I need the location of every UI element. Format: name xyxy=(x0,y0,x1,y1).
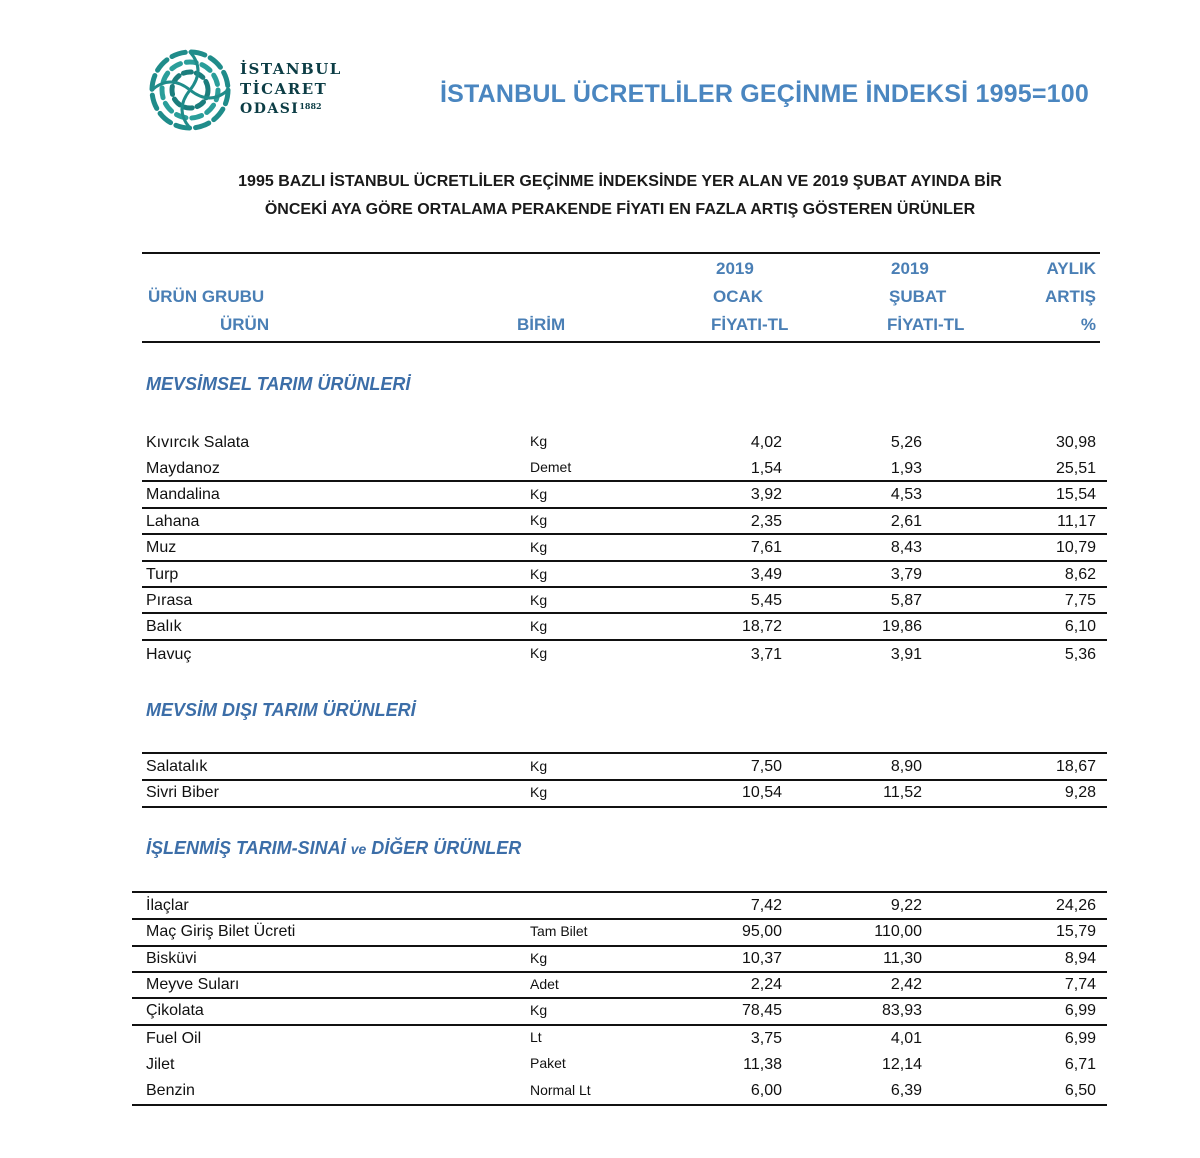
product-unit: Kg xyxy=(530,784,548,800)
product-name: Turp xyxy=(146,566,179,583)
price-feb: 83,93 xyxy=(881,1002,922,1019)
pct-change: 5,36 xyxy=(1064,646,1096,663)
header-jan-month: OCAK xyxy=(713,287,764,306)
product-unit: Demet xyxy=(530,459,572,475)
pct-change: 6,50 xyxy=(1064,1082,1096,1099)
price-jan: 4,02 xyxy=(750,434,782,451)
header-feb-year: 2019 xyxy=(891,259,929,278)
header-pct-unit: % xyxy=(1080,315,1096,334)
row-rule xyxy=(132,945,1107,947)
price-feb: 11,30 xyxy=(883,950,922,967)
product-name: Meyve Suları xyxy=(146,976,240,993)
price-jan: 5,45 xyxy=(750,592,782,609)
price-jan: 7,61 xyxy=(750,539,782,556)
row-rule xyxy=(132,997,1107,999)
price-jan: 2,35 xyxy=(750,513,782,530)
product-name: İlaçlar xyxy=(146,897,189,914)
price-jan: 11,38 xyxy=(743,1056,782,1073)
row-rule xyxy=(142,507,1107,509)
logo-line-3-text: ODASI xyxy=(240,101,300,117)
price-jan: 1,54 xyxy=(750,460,782,477)
row-rule xyxy=(142,612,1107,614)
subtitle-line-2: ÖNCEKİ AYA GÖRE ORTALAMA PERAKENDE FİYATI EN FAZLA ARTIŞ GÖSTEREN ÜRÜNLER xyxy=(264,201,976,218)
product-unit: Kg xyxy=(530,592,548,608)
product-name: Mandalina xyxy=(146,486,220,503)
product-unit: Lt xyxy=(530,1029,542,1045)
product-unit: Tam Bilet xyxy=(530,923,588,939)
pct-change: 6,71 xyxy=(1064,1056,1096,1073)
price-feb: 6,39 xyxy=(890,1082,922,1099)
product-unit: Kg xyxy=(530,512,548,528)
row-rule xyxy=(142,480,1107,482)
pct-change: 7,74 xyxy=(1064,976,1096,993)
header-unit: BİRİM xyxy=(517,315,566,334)
pct-change: 6,99 xyxy=(1064,1030,1096,1047)
pct-change: 8,94 xyxy=(1064,950,1096,967)
header-pct-label: AYLIK xyxy=(1046,259,1096,278)
pct-change: 11,17 xyxy=(1057,513,1096,530)
price-feb: 2,61 xyxy=(890,513,922,530)
section-title-part-a: İŞLENMİŞ TARIM-SINAİ xyxy=(146,838,346,858)
price-jan: 10,37 xyxy=(741,950,782,967)
row-rule xyxy=(132,918,1107,920)
product-name: Maç Giriş Bilet Ücreti xyxy=(146,923,296,940)
row-rule xyxy=(132,891,1107,893)
product-unit: Kg xyxy=(530,758,548,774)
logo-line-1: İSTANBUL xyxy=(240,60,342,78)
pct-change: 7,75 xyxy=(1064,592,1096,609)
section-title-part-c: DİĞER ÜRÜNLER xyxy=(371,838,522,858)
price-feb: 8,43 xyxy=(890,539,922,556)
header-bottom-rule xyxy=(142,341,1100,343)
pct-change: 8,62 xyxy=(1064,566,1096,583)
row-rule xyxy=(142,806,1107,808)
product-unit: Normal Lt xyxy=(530,1082,591,1098)
pct-change: 6,10 xyxy=(1064,618,1096,635)
section-title-seasonal: MEVSİMSEL TARIM ÜRÜNLERİ xyxy=(146,374,411,394)
pct-change: 10,79 xyxy=(1055,539,1096,556)
header-top-rule xyxy=(142,252,1100,254)
row-rule xyxy=(132,1024,1107,1026)
logo-mark: 1882 xyxy=(299,101,322,111)
pct-change: 6,99 xyxy=(1064,1002,1096,1019)
price-feb: 2,42 xyxy=(890,976,922,993)
product-unit: Kg xyxy=(530,539,548,555)
price-jan: 95,00 xyxy=(741,923,782,940)
pct-change: 25,51 xyxy=(1055,460,1096,477)
price-jan: 3,71 xyxy=(750,646,782,663)
row-rule xyxy=(142,560,1107,562)
price-feb: 3,91 xyxy=(890,646,922,663)
header-product: ÜRÜN xyxy=(220,315,270,334)
price-jan: 78,45 xyxy=(741,1002,782,1019)
document-subtitle xyxy=(140,168,1100,224)
row-rule xyxy=(142,752,1107,754)
product-unit: Paket xyxy=(530,1055,566,1071)
product-unit: Kg xyxy=(530,486,548,502)
product-name: Çikolata xyxy=(146,1002,204,1019)
ito-logo xyxy=(146,46,356,136)
price-jan: 7,42 xyxy=(750,897,782,914)
price-jan: 3,75 xyxy=(750,1030,782,1047)
section-title-processed xyxy=(146,838,521,859)
page-title: İSTANBUL ÜCRETLİLER GEÇİNME İNDEKSİ 1995=100 xyxy=(440,80,1089,108)
product-unit: Kg xyxy=(530,645,548,661)
header-pct-change: ARTIŞ xyxy=(1045,287,1096,306)
product-name: Kıvırcık Salata xyxy=(146,434,250,451)
product-name: Havuç xyxy=(146,646,192,663)
logo-line-3 xyxy=(240,102,322,116)
price-feb: 4,01 xyxy=(890,1030,922,1047)
price-feb: 1,93 xyxy=(890,460,922,477)
product-name: Muz xyxy=(146,539,177,556)
product-unit: Kg xyxy=(530,1002,548,1018)
price-jan: 6,00 xyxy=(750,1082,782,1099)
price-feb: 5,26 xyxy=(890,434,922,451)
row-rule xyxy=(142,779,1107,781)
price-feb: 4,53 xyxy=(890,486,922,503)
subtitle-line-1: 1995 BAZLI İSTANBUL ÜCRETLİLER GEÇİNME İNDEKSİNDE YER ALAN VE 2019 ŞUBAT AYINDA BİR xyxy=(238,173,1002,190)
header-group: ÜRÜN GRUBU xyxy=(148,287,265,306)
pct-change: 24,26 xyxy=(1055,897,1096,914)
product-unit: Adet xyxy=(530,976,559,992)
price-feb: 9,22 xyxy=(890,897,922,914)
pct-change: 15,54 xyxy=(1055,486,1096,503)
logo-line-2: TİCARET xyxy=(240,80,328,98)
price-jan: 3,92 xyxy=(750,486,782,503)
product-name: Fuel Oil xyxy=(146,1030,202,1047)
ito-knot-logo-icon xyxy=(146,46,234,134)
product-name: Salatalık xyxy=(146,758,208,775)
row-rule xyxy=(142,586,1107,588)
price-jan: 2,24 xyxy=(750,976,782,993)
section-title-off-season: MEVSİM DIŞI TARIM ÜRÜNLERİ xyxy=(146,700,416,720)
product-name: Sivri Biber xyxy=(146,784,219,801)
row-rule xyxy=(142,639,1107,641)
product-name: Pırasa xyxy=(146,592,193,609)
row-rule xyxy=(142,533,1107,535)
product-unit: Kg xyxy=(530,618,548,634)
product-name: Benzin xyxy=(146,1082,195,1099)
product-name: Jilet xyxy=(146,1056,175,1073)
price-jan: 10,54 xyxy=(741,784,782,801)
product-unit: Kg xyxy=(530,433,548,449)
product-name: Lahana xyxy=(146,513,200,530)
product-unit: Kg xyxy=(530,950,548,966)
header-jan-price: FİYATI-TL xyxy=(711,315,789,334)
price-feb: 3,79 xyxy=(890,566,922,583)
pct-change: 18,67 xyxy=(1055,758,1096,775)
price-feb: 110,00 xyxy=(874,923,922,940)
price-jan: 7,50 xyxy=(750,758,782,775)
price-feb: 12,14 xyxy=(881,1056,922,1073)
product-unit: Kg xyxy=(530,566,548,582)
product-name: Bisküvi xyxy=(146,950,197,967)
pct-change: 15,79 xyxy=(1055,923,1096,940)
row-rule xyxy=(132,971,1107,973)
header-feb-month: ŞUBAT xyxy=(889,287,947,306)
price-feb: 11,52 xyxy=(883,784,922,801)
product-name: Balık xyxy=(146,618,182,635)
price-feb: 5,87 xyxy=(890,592,922,609)
header-feb-price: FİYATI-TL xyxy=(887,315,965,334)
table-bottom-rule xyxy=(132,1104,1107,1106)
price-jan: 18,72 xyxy=(741,618,782,635)
price-feb: 8,90 xyxy=(890,758,922,775)
header-jan-year: 2019 xyxy=(716,259,754,278)
pct-change: 9,28 xyxy=(1064,784,1096,801)
price-jan: 3,49 xyxy=(750,566,782,583)
price-feb: 19,86 xyxy=(881,618,922,635)
pct-change: 30,98 xyxy=(1055,434,1096,451)
section-title-part-b: ve xyxy=(350,841,367,857)
product-name: Maydanoz xyxy=(146,460,220,477)
